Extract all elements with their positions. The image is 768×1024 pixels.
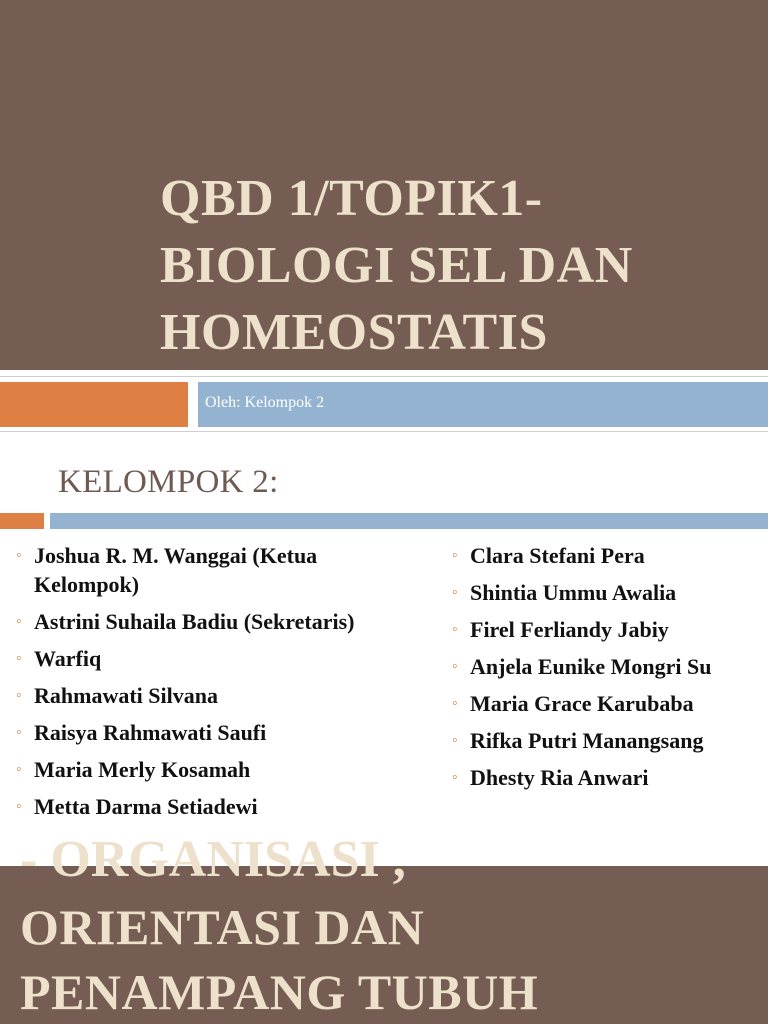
list-item — [16, 541, 426, 599]
slide2-heading: KELOMPOK 2: — [58, 464, 279, 500]
member-name: Rifka Putri Manangsang — [470, 728, 704, 753]
list-item — [452, 652, 768, 681]
member-name: Metta Darma Setiadewi — [34, 794, 258, 819]
divider-line — [0, 431, 768, 432]
slide1-title — [160, 165, 760, 366]
slide3-title-line-2: PENAMPANG TUBUH — [20, 964, 539, 1020]
member-name: Dhesty Ria Anwari — [470, 765, 649, 790]
bullet-icon: ◦ — [16, 724, 22, 741]
divider-line — [0, 376, 768, 377]
member-name: Astrini Suhaila Badiu (Sekretaris) — [34, 609, 355, 634]
list-item — [452, 726, 768, 755]
slide3-title-area — [0, 831, 768, 1024]
list-item — [452, 541, 768, 570]
list-item — [16, 681, 426, 710]
bullet-icon: ◦ — [16, 687, 22, 704]
list-item — [16, 644, 426, 673]
member-name: Maria Grace Karubaba — [470, 691, 694, 716]
member-name: Firel Ferliandy Jabiy — [470, 617, 669, 642]
member-name: Rahmawati Silvana — [34, 683, 218, 708]
slide1-subtitle-band — [0, 370, 768, 436]
accent-bar-blue — [50, 513, 768, 529]
list-item — [452, 689, 768, 718]
accent-bar-orange — [0, 513, 44, 529]
member-name: Warfiq — [34, 646, 102, 671]
bullet-icon: ◦ — [452, 658, 458, 675]
list-item — [452, 615, 768, 644]
slide3-title-line-partial: - ORGANISASI , — [20, 831, 406, 888]
slide1-title-line-3: HOMEOSTATIS — [160, 304, 548, 361]
slide1-title-line-1: QBD 1/TOPIK1- — [160, 170, 543, 227]
member-name: Shintia Ummu Awalia — [470, 580, 677, 605]
member-list-left — [16, 541, 426, 829]
bullet-icon: ◦ — [16, 547, 22, 564]
member-name: Maria Merly Kosamah — [34, 757, 251, 782]
accent-bar-orange — [0, 382, 188, 427]
bullet-icon: ◦ — [452, 621, 458, 638]
member-name: Joshua R. M. Wanggai (Ketua Kelompok) — [34, 543, 318, 597]
list-item — [16, 607, 426, 636]
slide1-title-line-2: BIOLOGI SEL DAN — [160, 237, 633, 294]
bullet-icon: ◦ — [16, 613, 22, 630]
slide3-title-line-1: ORIENTASI DAN — [20, 899, 425, 955]
list-item — [452, 578, 768, 607]
bullet-icon: ◦ — [452, 547, 458, 564]
member-name: Anjela Eunike Mongri Su — [470, 654, 712, 679]
list-item — [16, 755, 426, 784]
bullet-icon: ◦ — [16, 650, 22, 667]
member-name: Clara Stefani Pera — [470, 543, 645, 568]
list-item — [16, 718, 426, 747]
bullet-icon: ◦ — [452, 584, 458, 601]
bullet-icon: ◦ — [16, 798, 22, 815]
bullet-icon: ◦ — [452, 695, 458, 712]
member-name: Raisya Rahmawati Saufi — [34, 720, 267, 745]
slide2-panel — [0, 436, 768, 866]
bullet-icon: ◦ — [452, 769, 458, 786]
member-list-right — [452, 541, 768, 800]
list-item — [452, 763, 768, 792]
bullet-icon: ◦ — [16, 761, 22, 778]
bullet-icon: ◦ — [452, 732, 458, 749]
list-item — [16, 792, 426, 821]
slide1-subtitle: Oleh: Kelompok 2 — [205, 394, 325, 411]
